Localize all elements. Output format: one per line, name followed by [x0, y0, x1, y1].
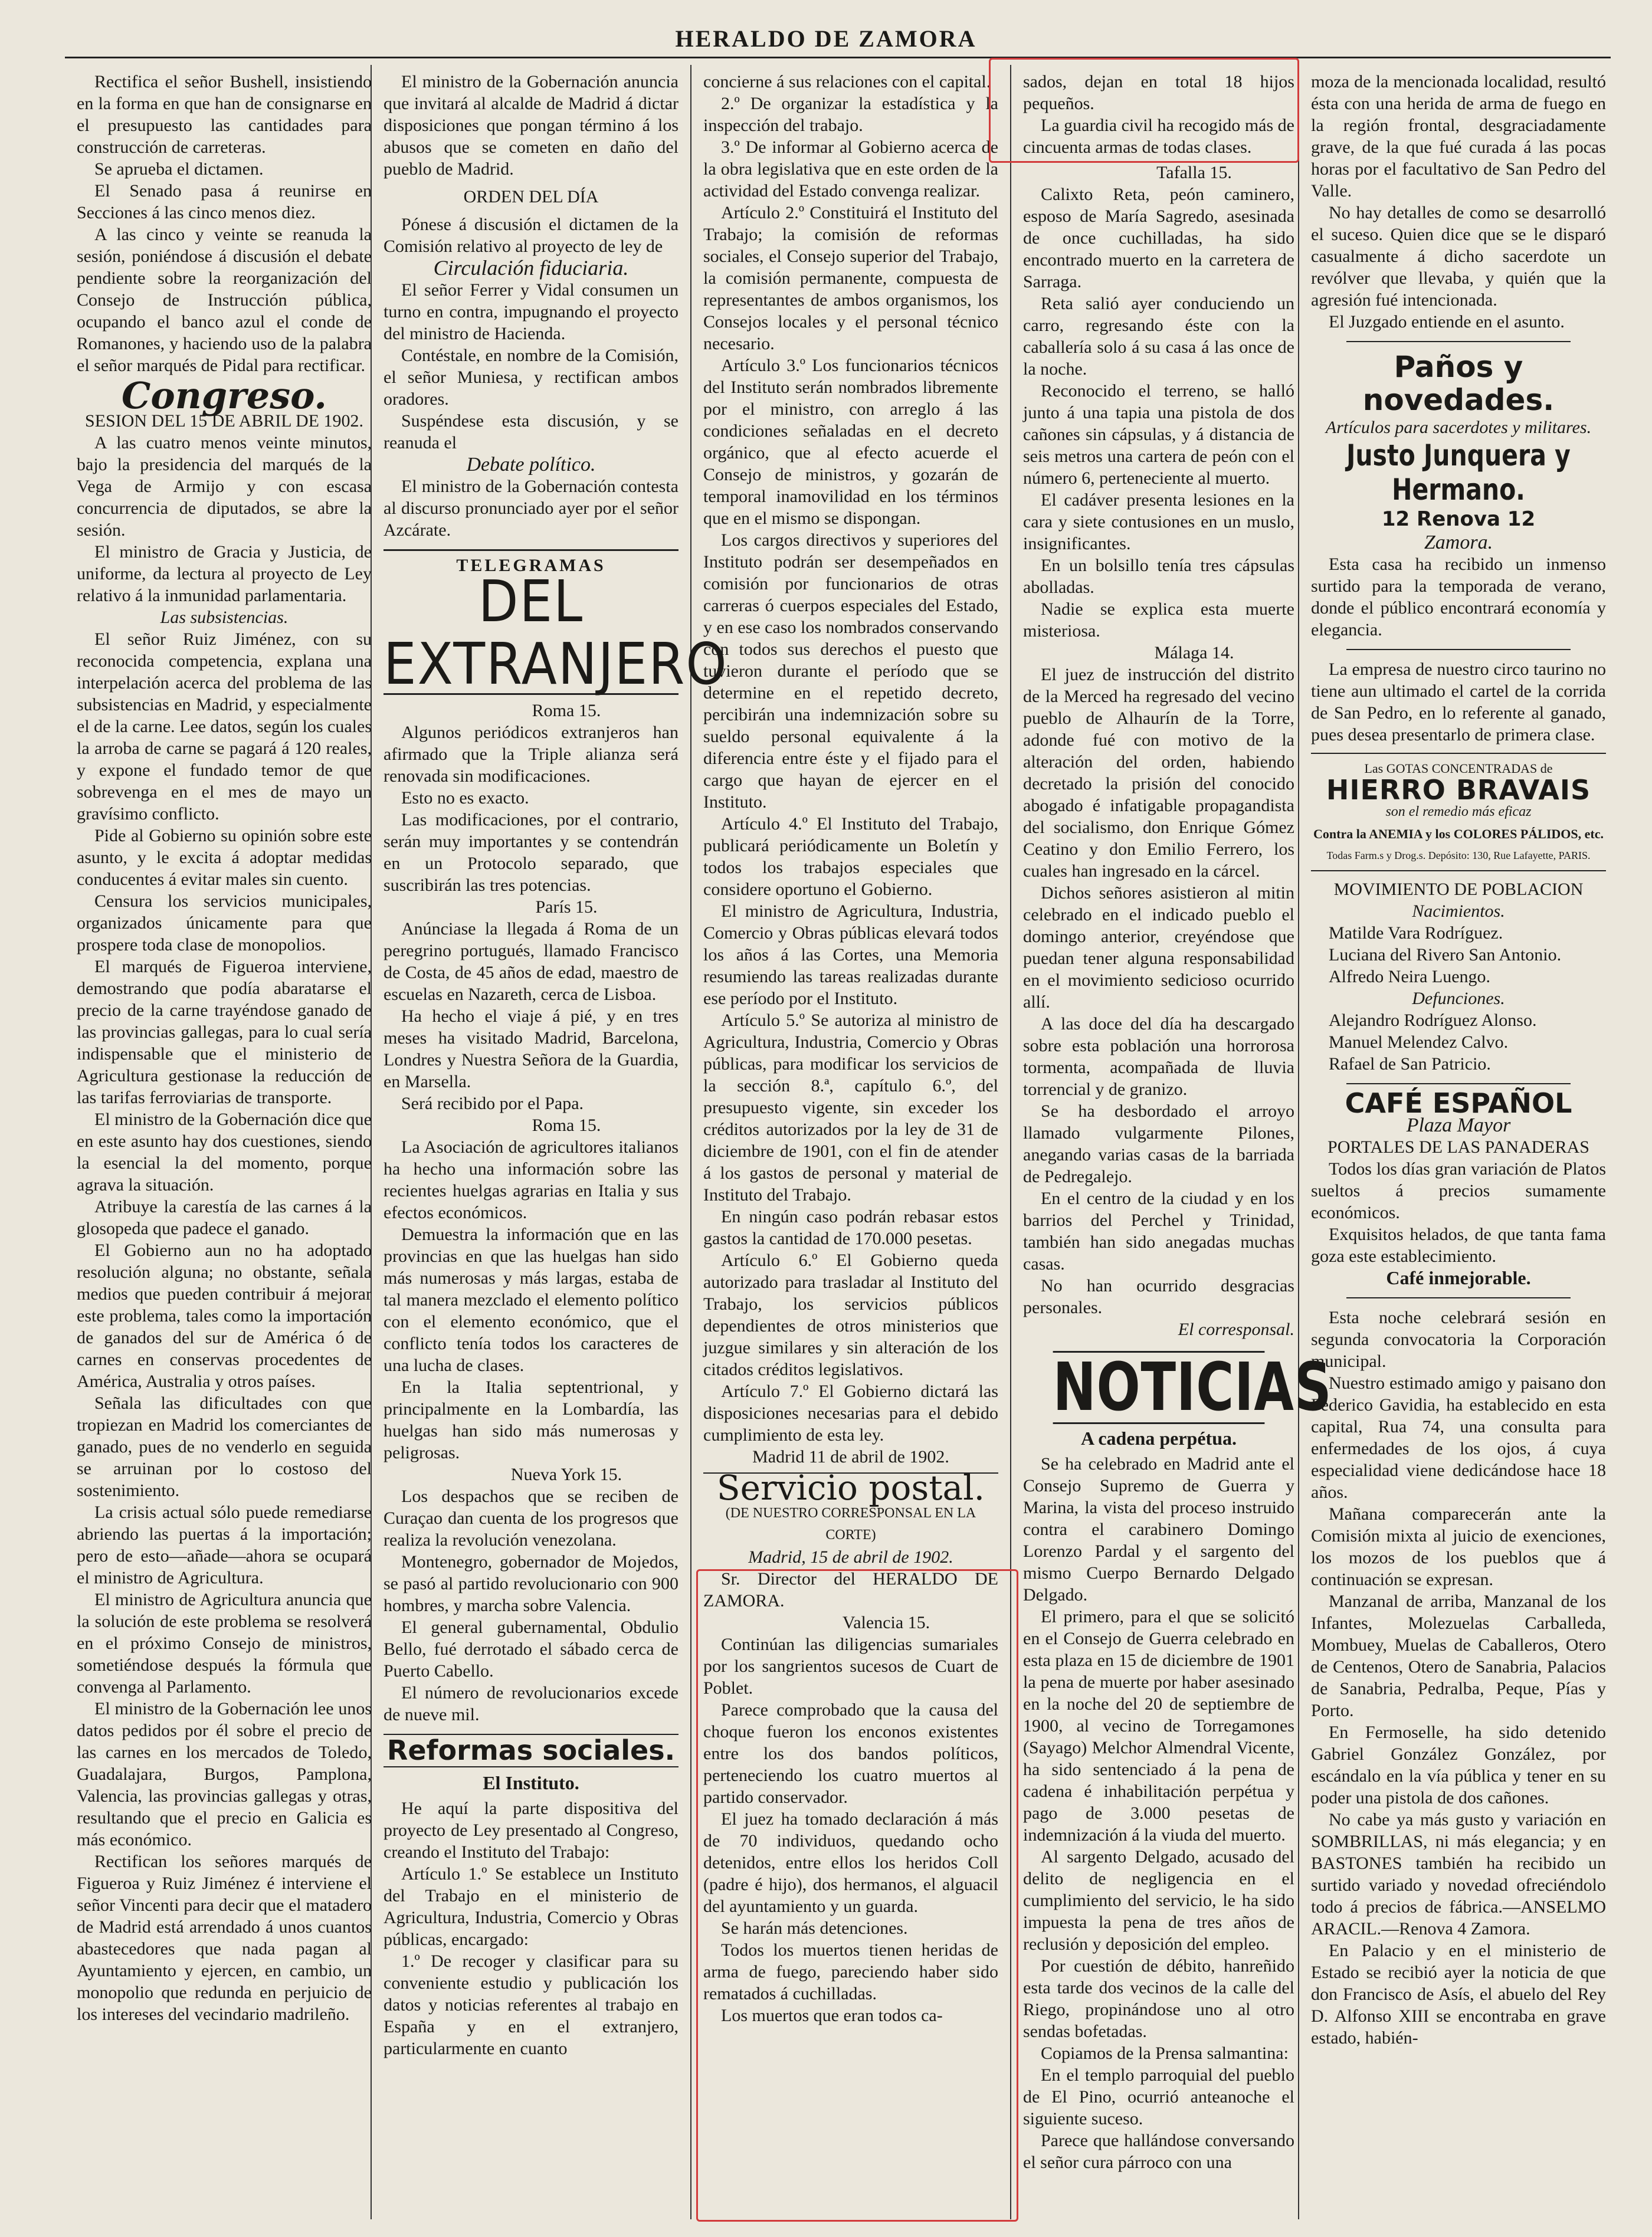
divider [1346, 1083, 1571, 1084]
ad-address: 12 Renova 12 [1381, 507, 1536, 531]
paragraph: Esta noche celebrará sesión en segunda convocatoria la Corporación municipal. [1311, 1308, 1606, 1371]
telegramas-label: TELEGRAMAS [456, 556, 606, 575]
paragraph: La Asociación de agricultores italianos ha hecho una información sobre las recientes huelgas agrarias en Italia y sus efectos económicos. [384, 1137, 678, 1222]
paragraph: Montenegro, gobernador de Mojedos, se pasó al partido revolucionario con 900 hombres, y marcha sobre Valencia. [384, 1552, 678, 1615]
paragraph: Todos los días gran variación de Platos sueltos á precios sumamente económicos. [1311, 1159, 1606, 1222]
paragraph: El número de revolucionarios excede de nueve mil. [384, 1683, 678, 1724]
paragraph: Al sargento Delgado, acusado del delito de negligencia en el cumplimiento del servicio, le ha sido impuesta la pena de tres años de reclusión y deposición del empleo. [1023, 1847, 1294, 1954]
paragraph: La empresa de nuestro circo taurino no tiene aun ultimado el cartel de la corrida de San Pedro, en lo referente al ganado, pues desea presentarlo de primera clase. [1311, 660, 1606, 744]
paragraph: A las cinco y veinte se reanuda la sesión, poniéndose á discusión el debate pendiente sobre la reorganización del Consejo de Instrucción pública, ocupando el banco azul el conde de Romanones, y haciendo uso de la palabra el señor marqués de Pidal para rectificar. [77, 225, 372, 375]
paragraph: Nadie se explica esta muerte misteriosa. [1023, 599, 1294, 641]
paragraph: Atribuye la carestía de las carnes á la glosopeda que padece el ganado. [77, 1197, 372, 1238]
ad-brand: HIERRO BRAVAIS [1326, 774, 1591, 806]
ad-line: Contra la ANEMIA y los COLORES PÁLIDOS, etc. [1313, 826, 1604, 841]
paragraph: moza de la mencionada localidad, resultó ésta con una herida de arma de fuego en la región frontal, desgraciadamente grave, de la que fué curada á las pocas horas por el facultativo de San Pedro del Valle. [1311, 72, 1606, 201]
ad-line: son el remedio más eficaz [1385, 804, 1532, 819]
paragraph: Continúan las diligencias sumariales por los sangrientos sucesos de Cuart de Poblet. [703, 1635, 998, 1698]
paragraph: Mañana comparecerán ante la Comisión mixta al juicio de exenciones, los mozos de los pueblos que á continuación se expresan. [1311, 1504, 1606, 1589]
paragraph: A las cuatro menos veinte minutos, bajo la presidencia del marqués de la Vega de Armijo y con escasa concurrencia de diputados, se abre la sesión. [77, 433, 372, 540]
dateline: Nueva York 15. [510, 1465, 622, 1484]
dateline: Tafalla 15. [1156, 163, 1232, 182]
divider [1346, 341, 1571, 342]
column-divider [690, 65, 691, 2219]
paragraph: A las doce del día ha descargado sobre esta población una horrorosa tormenta, acompañada de lluvia torrencial y de granizo. [1023, 1014, 1294, 1099]
ad-line: Las GOTAS CONCENTRADAS de [1364, 761, 1553, 776]
paragraph: Demuestra la información que en las provincias en que las huelgas han sido más numerosas y más largas, estaba de tal manera mezclado el elemento político con el elemento económico, que el conflicto tenía todos los caracteres de una lucha de clases. [384, 1225, 678, 1375]
paragraph: El Gobierno aun no ha adoptado resolución alguna; no obstante, señala medios que pueden contribuir á mejorar este problema, tales como la importación de ganados del sur de América ó de carnes en conservas procedentes de América, Australia y otros países. [77, 1241, 372, 1391]
ad-line: Plaza Mayor [1406, 1114, 1511, 1136]
paragraph: Artículo 4.º El Instituto del Trabajo, publicará periódicamente un Boletín y todos los trabajos especiales que considere oportuno el Gobierno. [703, 814, 998, 899]
paragraph: Pónese á discusión el dictamen de la Comisión relativo al proyecto de ley de [384, 215, 678, 256]
paragraph: No cabe ya más gusto y variación en SOMBRILLAS, ni más elegancia; y en BASTONES también ha recibido un surtido variado y novedad ofreciéndolo todo á precios de fábrica.—ANSELMO ARACIL.—Renova 4 Zamora. [1311, 1810, 1606, 1938]
paragraph: En la Italia septentrional, y principalmente en la Lombardía, las huelgas han sido más numerosas y peligrosas. [384, 1377, 678, 1462]
paragraph: Anúnciase la llegada á Roma de un peregrino portugués, llamado Francisco de Costa, de 45 años de edad, maestro de escuelas en Nazareth, cerca de Lisboa. [384, 919, 678, 1004]
dateline: Roma 15. [532, 701, 601, 720]
paragraph: Será recibido por el Papa. [401, 1094, 584, 1113]
paragraph: Los muertos que eran todos ca- [721, 2006, 943, 2025]
paragraph: El juez ha tomado declaración á más de 70 individuos, quedando ocho detenidos, entre ellos los heridos Coll (padre é hijo), dos hermanos, el alguacil del ayuntamiento y un guarda. [703, 1809, 998, 1916]
paragraph: El juez de instrucción del distrito de la Merced ha regresado del vecino pueblo de Alhaurín de la Torre, adonde fué con motivo de la alteración del orden, habiendo decretado la prisión del conocido abogado é infatigable propagandista del socialismo, don Enrique Gómez Ceatino y don Emilio Ferrero, los cuales han ingresado en la cárcel. [1023, 665, 1294, 881]
paragraph: Artículo 7.º El Gobierno dictará las disposiciones necesarias para el debido cumplimiento de esta ley. [703, 1382, 998, 1445]
paragraph: El Juzgado entiende en el asunto. [1329, 312, 1565, 332]
list-item: Alejandro Rodríguez Alonso. [1329, 1011, 1537, 1030]
ad-line: PORTALES DE LAS PANADERAS [1328, 1137, 1589, 1157]
paragraph: Artículo 3.º Los funcionarios técnicos del Instituto serán nombrados libremente por el ministro, con arreglo á las condiciones señaladas en el decreto orgánico, que al efecto acuerde el Consejo de ministros, y gozarán de temporal inamovilidad en los términos que en el mismo se dispongan. [703, 356, 998, 528]
highlight-box [696, 1569, 1018, 2222]
paragraph: El señor Ruiz Jiménez, con su reconocida competencia, explana una interpelación acerca del problema de las subsistencias en Madrid, y especialmente el de la carne. Lee datos, según los cuales la arroba de carne se pagará á 120 reales, y expone el fundado temor de que sobrevenga en el mes de mayo un gravísimo conflicto. [77, 629, 372, 824]
paragraph: Algunos periódicos extranjeros han afirmado que la Triple alianza será renovada sin modificaciones. [384, 723, 678, 786]
section-heading-congreso: Congreso. [122, 374, 327, 417]
subheading: Defunciones. [1412, 989, 1505, 1008]
paragraph: Parece que hallándose conversando el señor cura párroco con una [1023, 2131, 1294, 2172]
paragraph: En ningún caso podrán rebasar estos gastos la cantidad de 170.000 pesetas. [703, 1207, 998, 1248]
column-4 [1023, 71, 1332, 2173]
paragraph: sados, dejan en total 18 hijos pequeños. [1023, 72, 1294, 113]
paragraph: El cadáver presenta lesiones en la cara y siete contusiones en un muslo, insignificantes. [1023, 490, 1294, 553]
paragraph: El primero, para el que se solicitó en el Consejo de Guerra celebrado en esta plaza en 15 de diciembre de 1901 la pena de muerte por haber asesinado en la noche del 20 de septiembre de 1900, al vecino de Torregamones (Sayago) Melchor Almendral Vicente, ha sido sentenciado á la pena de cadena é inhabilitación perpétua y pago de 3.000 pesetas de indemnización á la viuda del muerto. [1023, 1607, 1294, 1845]
paragraph: El marqués de Figueroa interviene, demostrando que podía abaratarse el precio de la carne trayéndose ganado de las provincias gallegas, para lo cual sería indispensable que el ministerio de Agricultura gestionase la reducción de las tarifas ferroviarias de transporte. [77, 957, 372, 1107]
paragraph: Esto no es exacto. [401, 788, 529, 808]
paragraph: Reta salió ayer conduciendo un carro, regresando éste con la caballería solo á su casa á las once de la noche. [1023, 294, 1294, 379]
paragraph: En Palacio y en el ministerio de Estado se recibió ayer la noticia de que don Francisco de Asís, el abuelo del Rey D. Alfonso XIII se encontraba en grave estado, habién- [1311, 1941, 1606, 2048]
subheading: ORDEN DEL DÍA [463, 187, 599, 206]
paragraph: Los cargos directivos y superiores del Instituto podrán ser desempeñados en comisión por funcionarios de otras carreras ó cuerpos especiales del Estado, y en ese caso los nombrados conservando con todos sus derechos el puesto que tuvieron durante el período que se determine en el repetido decreto, percibirán una indemnización sobre su sueldo personal equivalente á la diferencia entre éste y el fijado para el cargo que hayan de ejercer en el Instituto. [703, 530, 998, 812]
paragraph: Se ha celebrado en Madrid ante el Consejo Supremo de Guerra y Marina, la vista del proceso instruido contra el carabinero Domingo Lorenzo Pardal y el sargento del mismo Cuerpo Bernardo Delgado Delgado. [1023, 1454, 1294, 1605]
paragraph: El señor Ferrer y Vidal consumen un turno en contra, impugnando el proyecto del ministro de Hacienda. [384, 280, 678, 343]
list-item: Matilde Vara Rodríguez. [1329, 923, 1503, 943]
paragraph: Exquisitos helados, de que tanta fama goza este establecimiento. [1311, 1225, 1606, 1266]
list-item: Luciana del Rivero San Antonio. [1329, 945, 1562, 965]
paragraph: Esta casa ha recibido un inmenso surtido para la temporada de verano, donde el público encontrará economía y elegancia. [1311, 555, 1606, 639]
paragraph: Parece comprobado que la causa del choque fueron los enconos existentes entre los dos bandos políticos, perteneciendo los cuatro muertos al partido conservador. [703, 1700, 998, 1807]
paragraph: Se ha desbordado el arroyo llamado vulgarmente Pilones, anegando varias casas de la barriada de Pedregalejo. [1023, 1101, 1294, 1186]
section-heading-noticias: NOTICIAS [1053, 1349, 1332, 1426]
ad-line: Todas Farm.s y Drog.s. Depósito: 130, Rue Lafayette, PARIS. [1326, 849, 1591, 861]
paragraph: Pide al Gobierno su opinión sobre este asunto, y le excita á adoptar medidas conducentes á evitar males sin cuento. [77, 826, 372, 889]
subheading: Nacimientos. [1412, 901, 1505, 921]
paragraph: Sr. Director del HERALDO DE ZAMORA. [703, 1569, 998, 1610]
paragraph: La guardia civil ha recogido más de cincuenta armas de todas clases. [1023, 116, 1294, 157]
extranjero-label: DEL EXTRANJERO [384, 568, 728, 697]
cafe-ad-title: CAFÉ ESPAÑOL [1345, 1087, 1572, 1119]
divider [1346, 649, 1571, 650]
ad-city: Zamora. [1424, 532, 1493, 553]
list-item: Manuel Melendez Calvo. [1329, 1032, 1509, 1052]
paragraph: El ministro de Gracia y Justicia, de uniforme, da lectura al proyecto de Ley relativo á la inmunidad parlamentaria. [77, 542, 372, 605]
paragraph: El general gubernamental, Obdulio Bello, fué derrotado el sábado cerca de Puerto Cabello. [384, 1618, 678, 1681]
ad-subtitle: Artículos para sacerdotes y militares. [1325, 418, 1592, 437]
paragraph: Los despachos que se reciben de Curaçao dan cuenta de los progresos que realiza la revolución venezolana. [384, 1487, 678, 1550]
paragraph: Se harán más detenciones. [721, 1918, 908, 1938]
subheading: Circulación fiduciaria. [433, 256, 629, 280]
paragraph: Artículo 1.º Se establece un Instituto del Trabajo en el ministerio de Agricultura, Industria, Comercio y Obras públicas, encargado: [384, 1864, 678, 1949]
paragraph: El Senado pasa á reunirse en Secciones á las cinco menos diez. [77, 181, 372, 222]
dateline: Valencia 15. [842, 1613, 930, 1632]
paragraph: Rectifican los señores marqués de Figueroa y Ruiz Jiménez é interviene el señor Vincenti para decir que el matadero de Madrid está arrendado á unos cuantos abastecedores que nada pagan al Ayuntamiento y ejercen, en cambio, un monopolio que redunda en perjuicio de los intereses del vecindario madrileño. [77, 1852, 372, 2024]
subheading: A cadena perpétua. [1081, 1428, 1237, 1449]
paragraph: Ha hecho el viaje á pié, y en tres meses ha visitado Madrid, Barcelona, Londres y Nuestra Señora de la Guardia, en Marsella. [384, 1006, 678, 1091]
column-1 [77, 71, 372, 2025]
list-item: Rafael de San Patricio. [1329, 1054, 1491, 1074]
column-5 [1311, 71, 1606, 2049]
paragraph: 2.º De organizar la estadística y la inspección del trabajo. [703, 94, 998, 135]
paragraph: Calixto Reta, peón caminero, esposo de María Sagredo, asesinada de once cuchilladas, ha sido encontrado muerto en la carretera de Sarraga. [1023, 185, 1294, 291]
ad-business-name: Justo Junquera y Hermano. [1346, 438, 1571, 507]
section-heading-servicio-postal: Servicio postal. [716, 1468, 985, 1508]
paragraph: El ministro de la Gobernación anuncia que invitará al alcalde de Madrid á dictar disposiciones que pongan término á los abusos que se cometen en daño del pueblo de Madrid. [384, 72, 678, 179]
subheading: Debate político. [466, 454, 596, 475]
paragraph: No hay detalles de como se desarrolló el suceso. Quien dice que se le disparó casualmente á dicho sacerdote un revólver que llevaba, y quién que la agresión fué intencionada. [1311, 203, 1606, 310]
paragraph: 3.º De informar al Gobierno acerca de la obra legislativa que en este orden de la actividad del Estado convenga realizar. [703, 137, 998, 201]
subheading: MOVIMIENTO DE POBLACION [1333, 880, 1584, 899]
ad-title: Paños y novedades. [1362, 350, 1555, 417]
list-item: Alfredo Neira Luengo. [1329, 967, 1491, 986]
dateline: Roma 15. [532, 1116, 601, 1135]
column-2 [384, 71, 728, 2059]
paragraph: Manzanal de arriba, Manzanal de los Infantes, Molezuelas Carballeda, Mombuey, Muelas de Caballeros, Otero de Centenos, Otero de Sanabria, Palacios de Sanabria, Pedralba, Peque, Pías y Porto. [1311, 1592, 1606, 1720]
paragraph: Censura los servicios municipales, organizados únicamente para que prospere toda clase de monopolios. [77, 891, 372, 955]
paragraph: En el templo parroquial del pueblo de El Pino, ocurrió anteanoche el siguiente suceso. [1023, 2065, 1294, 2128]
paragraph: Señala las dificultades con que tropiezan en Madrid los comerciantes de ganado, pues de no venderlo en seguida se arruinan por lo costoso del sostenimiento. [77, 1393, 372, 1500]
paragraph: La crisis actual sólo puede remediarse abriendo las puertas á la importación; pero de esto—añade—ahora se ocupará el ministro de Agricultura. [77, 1503, 372, 1587]
correspondent-note: (DE NUESTRO CORRESPONSAL EN LA CORTE) [725, 1505, 976, 1543]
paragraph: El ministro de la Gobernación lee unos datos pedidos por él sobre el precio de las carnes en los mercados de Toledo, Guadalajara, Burgos, Pamplona, Valencia, las provincias gallegas y otras, resultando que el precio en Galicia es más económico. [77, 1699, 372, 1849]
dateline: París 15. [535, 897, 598, 917]
paragraph: El ministro de Agricultura, Industria, Comercio y Obras públicas elevará todos los años á las Cortes, una Memoria resumiendo las tareas realizadas durante ese período por el Instituto. [703, 901, 998, 1008]
paragraph: concierne á sus relaciones con el capital. [703, 72, 991, 91]
signature: El corresponsal. [1178, 1320, 1294, 1339]
paragraph: El ministro de la Gobernación dice que en este asunto hay dos cuestiones, siendo la esencial la del momento, porque agrava la situación. [77, 1110, 372, 1195]
paragraph: Nuestro estimado amigo y paisano don Federico Gavidia, ha establecido en esta capital, Rua 74, una consulta para enfermedades de los ojos, á cuya especialidad viene dedicándose hace 18 años. [1311, 1373, 1606, 1502]
dateline: Málaga 14. [1154, 643, 1234, 662]
paragraph: Todos los muertos tienen heridas de arma de fuego, pareciendo haber sido rematados á cuchilladas. [703, 1940, 998, 2003]
top-rule [65, 57, 1611, 58]
divider [1346, 1297, 1571, 1298]
paragraph: Suspéndese esta discusión, y se reanuda el [384, 411, 678, 452]
column-divider [1298, 65, 1299, 2219]
paragraph: He aquí la parte dispositiva del proyecto de Ley presentado al Congreso, creando el Instituto del Trabajo: [384, 1799, 678, 1862]
paragraph: El ministro de Agricultura anuncia que la solución de este problema se resolverá en el próximo Consejo de ministros, sometiéndose después la fórmula que convenga al Parlamento. [77, 1590, 372, 1697]
subheading: El Instituto. [483, 1772, 579, 1793]
paragraph: Artículo 5.º Se autoriza al ministro de Agricultura, Industria, Comercio y Obras públicas, para modificar los servicios de la sección 8.ª, capítulo 6.º, del presupuesto vigente, sin exceder los créditos autorizados por la ley de 31 de diciembre de 1901, con el fin de atender á los gastos de personal y material de Instituto del Trabajo. [703, 1011, 998, 1205]
date-line: Madrid 11 de abril de 1902. [752, 1447, 949, 1467]
paragraph: Reconocido el terreno, se halló junto á una tapia una pistola de dos cañones sin cápsulas, y á distancia de seis metros una cartera de peón con el número 6, perteneciente al muerto. [1023, 381, 1294, 488]
paragraph: Artículo 2.º Constituirá el Instituto del Trabajo; la comisión de reformas sociales, el Consejo superior del Trabajo, la comisión permanente, compuesta de representantes de ambos organismos, los Consejos locales y el personal técnico necesario. [703, 203, 998, 353]
ad-line: Café inmejorable. [1386, 1267, 1531, 1288]
paragraph: Rectifica el señor Bushell, insistiendo en la forma en que han de consignarse en el presupuesto las cantidades para construcción de carreteras. [77, 72, 372, 157]
session-date: SESION DEL 15 DE ABRIL DE 1902. [85, 411, 363, 431]
paragraph: El ministro de la Gobernación contesta al discurso pronunciado ayer por el señor Azcárate. [384, 477, 678, 540]
paragraph: En Fermoselle, ha sido detenido Gabriel González González, por escándalo en la vía pública y tener en su poder una pistola de dos cañones. [1311, 1723, 1606, 1808]
paragraph: Contéstale, en nombre de la Comisión, el señor Muniesa, y rectifican ambos oradores. [384, 346, 678, 409]
highlight-box [989, 58, 1299, 163]
paragraph: Dichos señores asistieron al mitin celebrado en el indicado pueblo el domingo anterior, creyéndose que puedan tener alguna responsabilidad en el movimiento sedicioso ocurrido allí. [1023, 883, 1294, 1012]
paragraph: Las modificaciones, por el contrario, serán muy importantes y se contendrán en un Protocolo separado, que suscribirán las tres potencias. [384, 810, 678, 895]
paragraph: En el centro de la ciudad y en los barrios del Perchel y Trinidad, también han sido anegadas muchas casas. [1023, 1189, 1294, 1274]
subheading: Las subsistencias. [160, 608, 289, 627]
hierro-bravais-ad [1311, 753, 1606, 871]
paragraph: Se aprueba el dictamen. [94, 159, 264, 179]
paragraph: No han ocurrido desgracias personales. [1023, 1276, 1294, 1317]
paragraph: Por cuestión de débito, hanreñido esta tarde dos vecinos de la calle del Riego, propinándose uno al otro sendas bofetadas. [1023, 1956, 1294, 2041]
paragraph: 1.º De recoger y clasificar para su conveniente estudio y publicación los datos y noticias referentes al trabajo en España y en el extranjero, particularmente en cuanto [384, 1951, 678, 2058]
masthead: HERALDO DE ZAMORA [675, 25, 977, 52]
telegramas-heading [384, 549, 728, 697]
paragraph: En un bolsillo tenía tres cápsulas abolladas. [1023, 556, 1294, 597]
dateline: Madrid, 15 de abril de 1902. [748, 1547, 953, 1567]
section-heading-reformas: Reformas sociales. [384, 1734, 678, 1767]
paragraph: Copiamos de la Prensa salmantina: [1041, 2044, 1289, 2063]
paragraph: Artículo 6.º El Gobierno queda autorizado para trasladar al Instituto del Trabajo, los servicios públicos dependientes de otros ministerios que juzgue similares y sin alteración de los citados créditos legislativos. [703, 1251, 998, 1379]
